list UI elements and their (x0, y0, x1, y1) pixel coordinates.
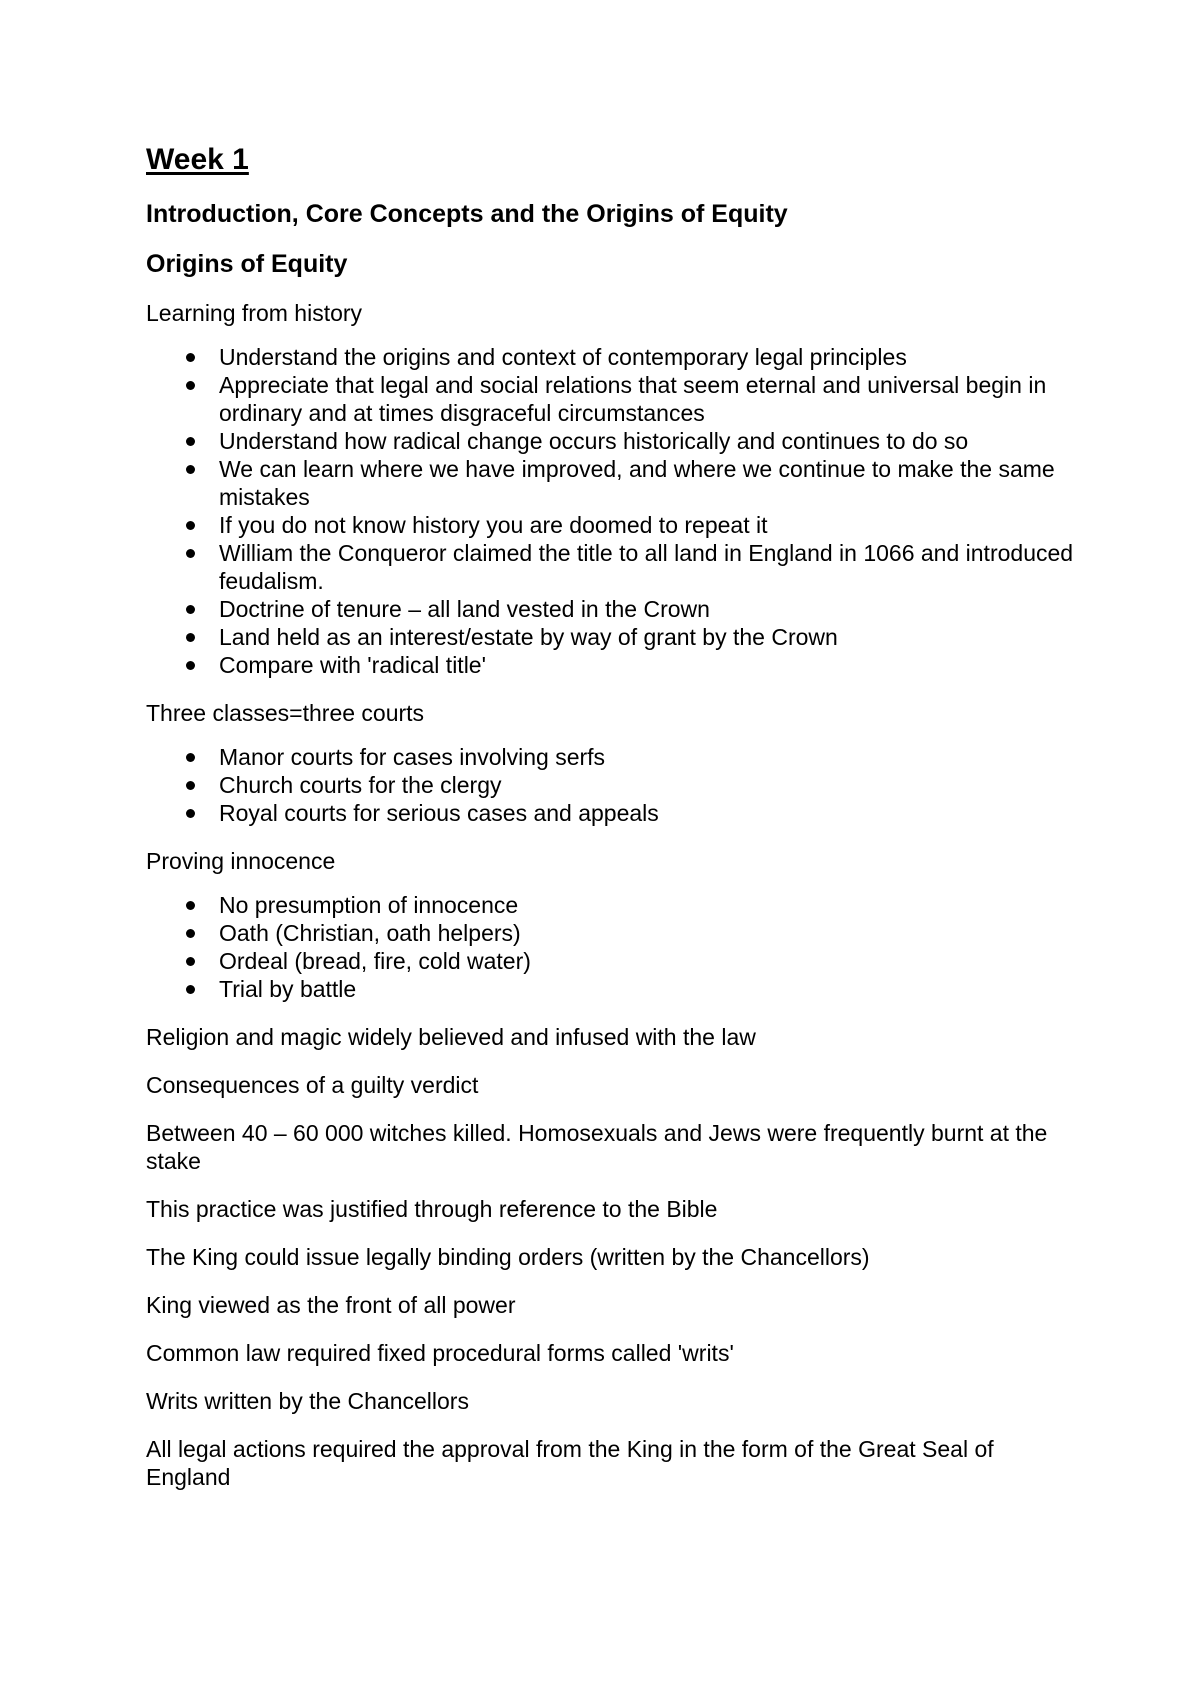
list-item-text: No presumption of innocence (219, 892, 519, 918)
classes-label: Three classes=three courts (146, 700, 425, 726)
sub-heading: Origins of Equity (146, 250, 348, 278)
list-item-text: William the Conqueror claimed the title to all land in England in 1066 and introduced feudalism. (219, 540, 1074, 594)
paragraph: The King could issue legally binding orders (written by the Chancellors) (146, 1244, 870, 1270)
paragraph: Religion and magic widely believed and infused with the law (146, 1024, 756, 1050)
bullet-icon (186, 809, 195, 818)
list-item-text: Understand the origins and context of contemporary legal principles (219, 344, 907, 370)
list-item-text: Oath (Christian, oath helpers) (219, 920, 521, 946)
bullet-icon (186, 605, 195, 614)
list-item-text: Royal courts for serious cases and appeals (219, 800, 659, 826)
bullet-icon (186, 549, 195, 558)
list-item (146, 947, 1076, 975)
innocence-list (146, 891, 1076, 1003)
bullet-icon (186, 661, 195, 670)
list-item (146, 595, 1076, 623)
bullet-icon (186, 929, 195, 938)
paragraph: This practice was justified through reference to the Bible (146, 1196, 718, 1222)
list-item-text: If you do not know history you are doomed to repeat it (219, 512, 768, 538)
list-item-text: Ordeal (bread, fire, cold water) (219, 948, 531, 974)
list-item (146, 371, 1076, 427)
list-item (146, 799, 1076, 827)
classes-list (146, 743, 1076, 827)
bullet-icon (186, 381, 195, 390)
paragraph: King viewed as the front of all power (146, 1292, 516, 1318)
learning-label: Learning from history (146, 300, 363, 326)
list-item-text: Church courts for the clergy (219, 772, 502, 798)
list-item (146, 919, 1076, 947)
bullet-icon (186, 753, 195, 762)
list-item (146, 539, 1076, 595)
paragraph: All legal actions required the approval from the King in the form of the Great Seal of England (146, 1436, 994, 1490)
list-item-text: We can learn where we have improved, and where we continue to make the same mistakes (219, 456, 1055, 510)
list-item-text: Appreciate that legal and social relations that seem eternal and universal begin in ordinary and at times disgraceful circumstances (219, 372, 1047, 426)
bullet-icon (186, 465, 195, 474)
list-item (146, 891, 1076, 919)
innocence-label: Proving innocence (146, 848, 336, 874)
document-page (146, 142, 1076, 1511)
list-item (146, 623, 1076, 651)
paragraph: Writs written by the Chancellors (146, 1388, 469, 1414)
main-heading: Introduction, Core Concepts and the Origins of Equity (146, 200, 788, 228)
paragraph: Common law required fixed procedural forms called 'writs' (146, 1340, 734, 1366)
list-item-text: Doctrine of tenure – all land vested in the Crown (219, 596, 710, 622)
list-item-text: Compare with 'radical title' (219, 652, 486, 678)
bullet-icon (186, 985, 195, 994)
list-item-text: Manor courts for cases involving serfs (219, 744, 606, 770)
bullet-icon (186, 633, 195, 642)
bullet-icon (186, 437, 195, 446)
list-item-text: Land held as an interest/estate by way of grant by the Crown (219, 624, 838, 650)
bullet-icon (186, 521, 195, 530)
learning-list (146, 343, 1076, 679)
list-item (146, 455, 1076, 511)
list-item (146, 427, 1076, 455)
paragraph: Consequences of a guilty verdict (146, 1072, 479, 1098)
list-item (146, 743, 1076, 771)
list-item (146, 651, 1076, 679)
list-item-text: Trial by battle (219, 976, 357, 1002)
list-item-text: Understand how radical change occurs historically and continues to do so (219, 428, 969, 454)
list-item (146, 511, 1076, 539)
bullet-icon (186, 781, 195, 790)
bullet-icon (186, 957, 195, 966)
list-item (146, 343, 1076, 371)
week-title: Week 1 (146, 143, 249, 176)
list-item (146, 771, 1076, 799)
list-item (146, 975, 1076, 1003)
bullet-icon (186, 353, 195, 362)
paragraph: Between 40 – 60 000 witches killed. Homosexuals and Jews were frequently burnt at the stake (146, 1120, 1048, 1174)
bullet-icon (186, 901, 195, 910)
